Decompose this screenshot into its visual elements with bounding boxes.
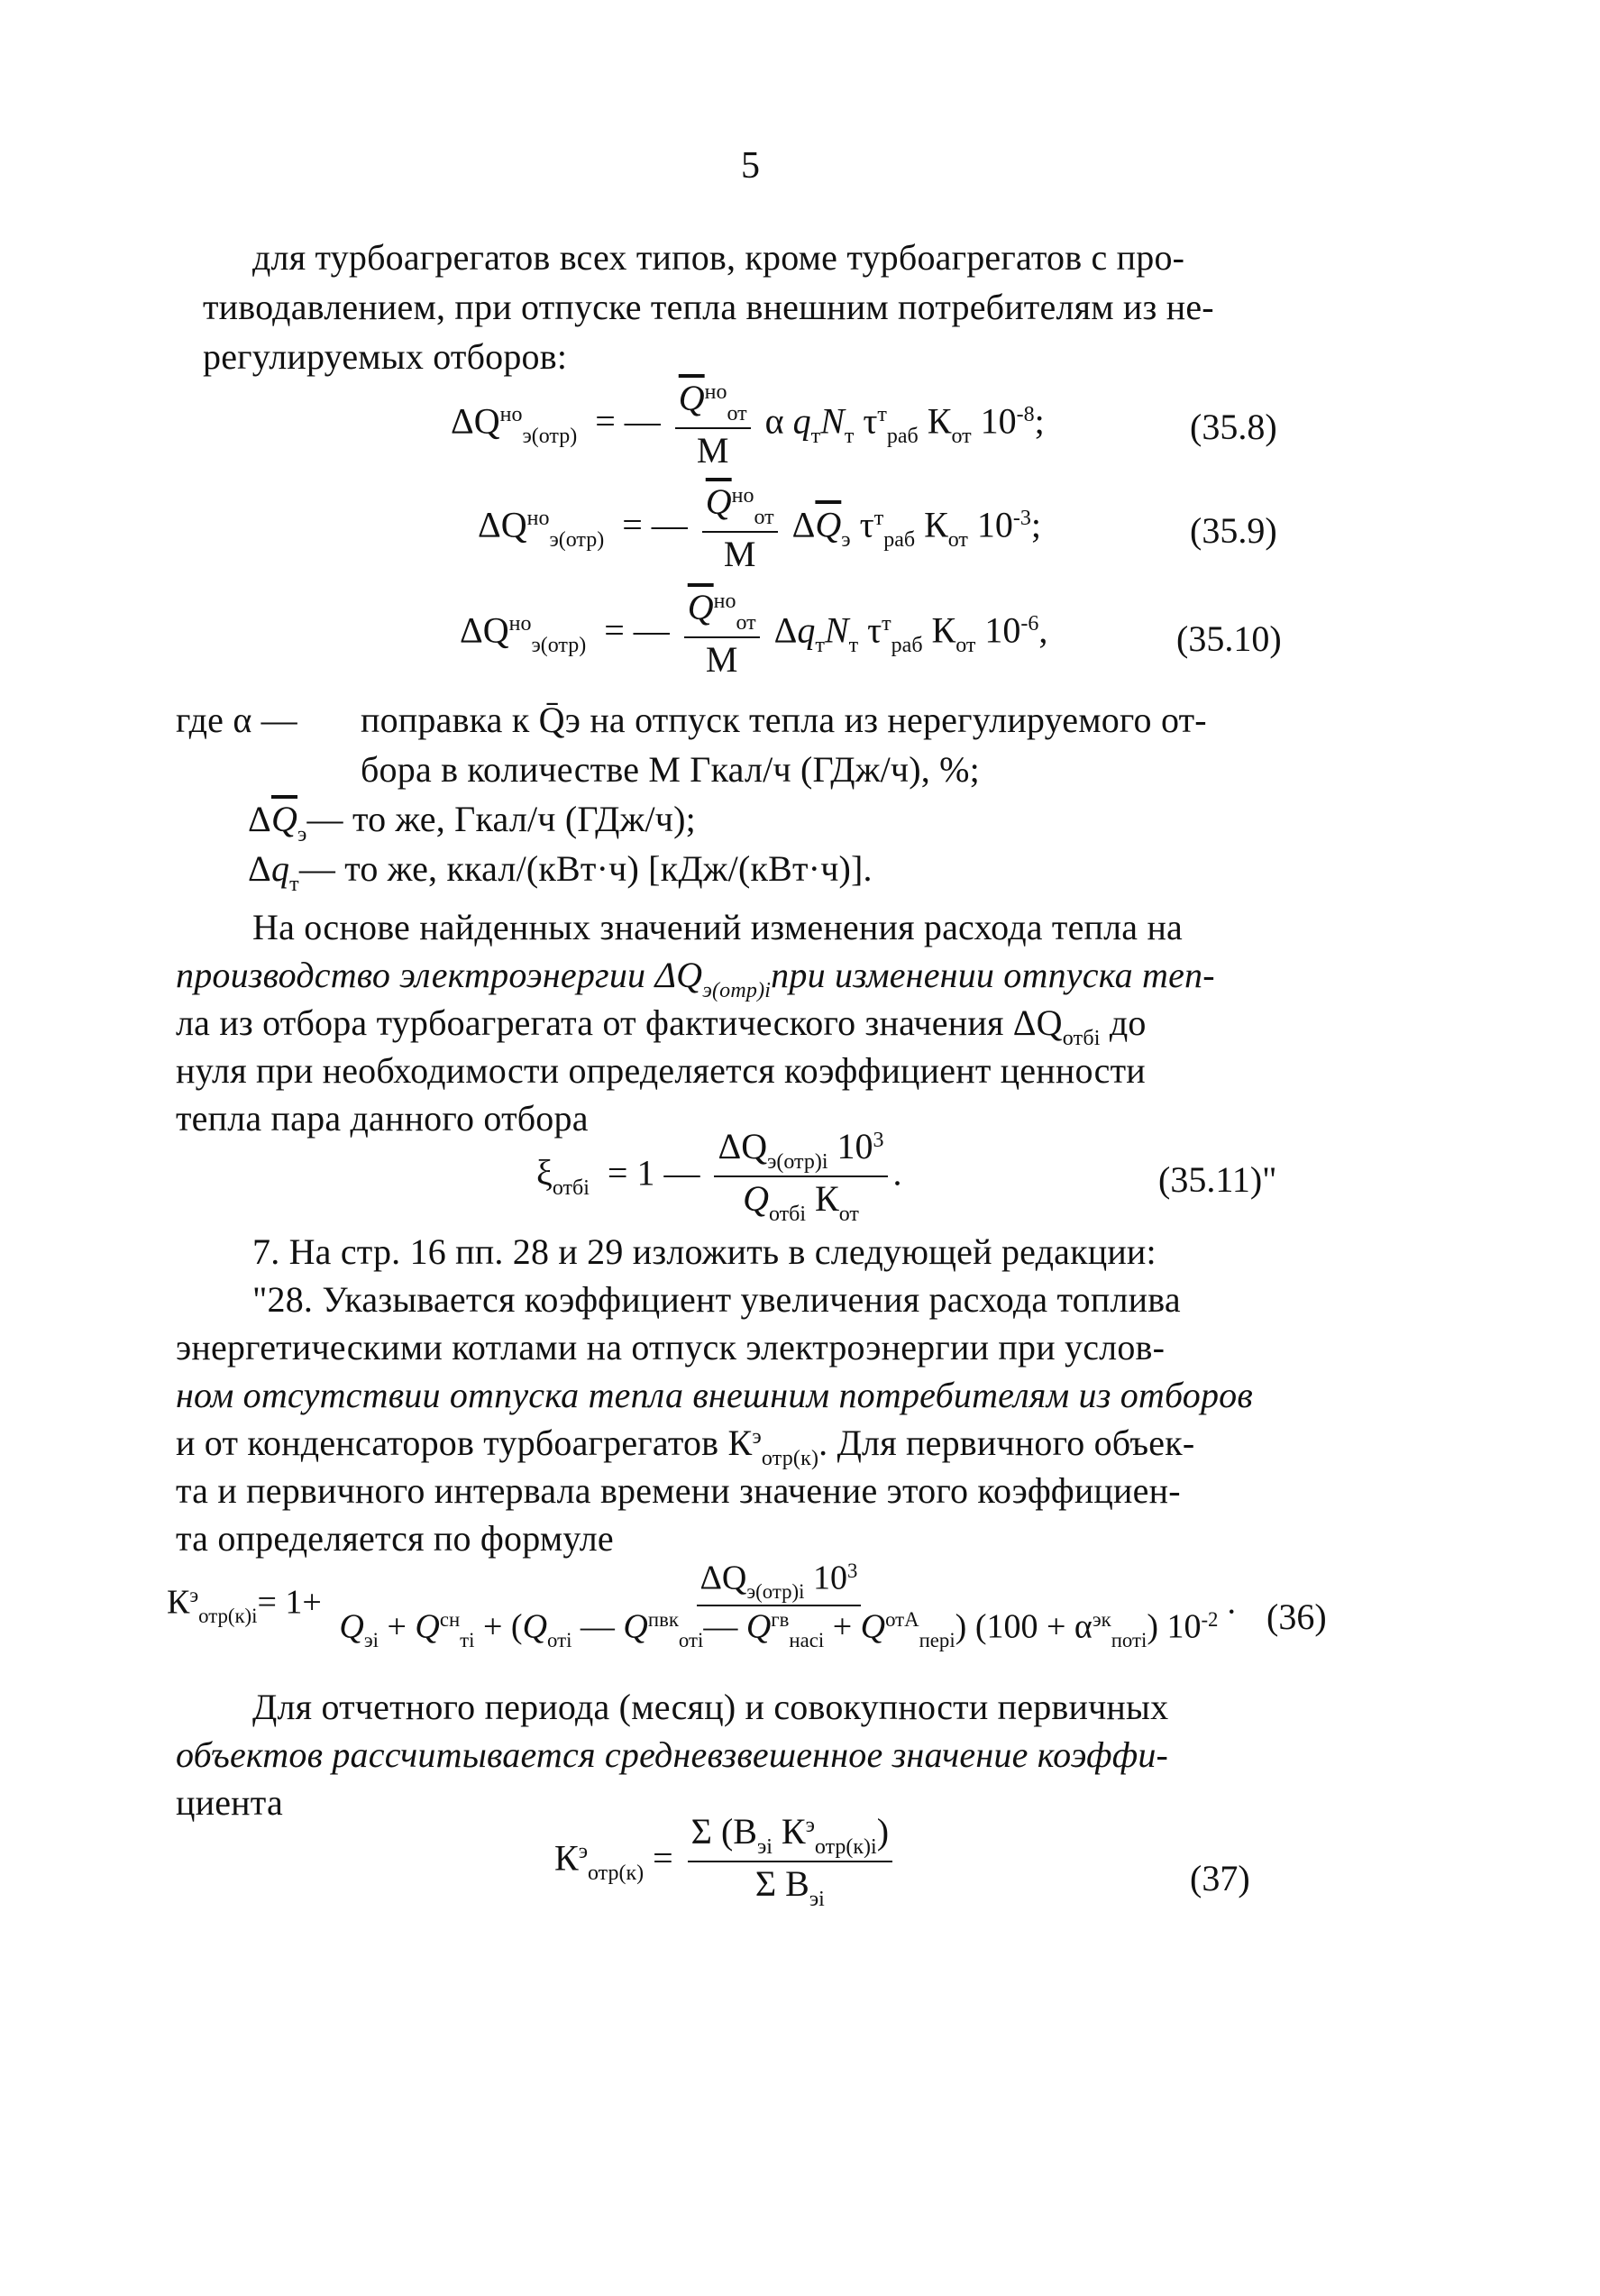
para1-line-2b: при изменении отпуска теп- — [771, 955, 1215, 995]
para1-line-4: нуля при необходимости определяется коэффициент ценности — [176, 1050, 1146, 1091]
where-dqt: $\Delta q_т—$ то же, ккал/(кВт·ч) [кДж/(кВт·ч)]. — [248, 848, 873, 896]
intro-line-2: тиводавлением, при отпуске тепла внешним потребителям из не- — [203, 287, 1214, 327]
para1-line-3: ла из отбора турбоагрегата от фактического значения $\Delta Q_{отбi}$ до — [176, 1002, 1147, 1050]
eq-number-37: (37) — [1190, 1858, 1250, 1898]
item7-line-2: "28. Указывается коэффициент увеличения расхода топлива — [252, 1279, 1181, 1320]
para1-line-1: На основе найденных значений изменения расхода тепла на — [252, 907, 1184, 947]
eq-number-35-9: (35.9) — [1190, 510, 1277, 551]
equation-35-9: $\Delta Q^{но}_{э(отр)}$ = — $\frac{\overline{Q}^{но}_{от}}{М}$ $\Delta\overline{Q}_э$ $\tau^т_{раб}$ $К_{от}$ $10^{-3}$; — [478, 481, 1042, 575]
eq-number-35-11: (35.11)" — [1158, 1159, 1277, 1200]
para1-line-2: производство электроэнергии $\Delta Q_{э(отр)i}при$ изменении отпуска теп- — [176, 955, 1215, 1002]
eq-number-36: (36) — [1266, 1596, 1327, 1637]
where-lead: где α — — [176, 700, 297, 740]
para1-line-2a: производство электроэнергии ΔQ — [176, 955, 703, 995]
eq-number-35-8: (35.8) — [1190, 407, 1277, 447]
item7-line-5b: . Для первичного объек- — [818, 1422, 1195, 1463]
where-alpha-1: поправка к Q̄э на отпуск тепла из нерегулируемого от- — [361, 700, 1207, 740]
para2-line-2: объектов рассчитывается средневзвешенное значение коэффи- — [176, 1734, 1169, 1775]
where-dq: $\Delta\overline{Q}_э—$ то же, Гкал/ч (ГДж/ч); — [248, 799, 696, 846]
equation-35-10: $\Delta Q^{но}_{э(отр)}$ = — $\frac{\overline{Q}^{но}_{от}}{М}$ $\Delta q_тN_т$ $\tau^т_{раб}$ $К_{от}$ $10^{-6}$, — [460, 587, 1048, 681]
item7-line-1: 7. На стр. 16 пп. 28 и 29 изложить в следующей редакции: — [252, 1231, 1157, 1272]
para1-line-3b: до — [1109, 1002, 1147, 1043]
item7-line-7: та определяется по формуле — [176, 1518, 614, 1559]
item7-line-3: энергетическими котлами на отпуск электроэнергии при услов- — [176, 1327, 1166, 1368]
item7-line-4: ном отсутствии отпуска тепла внешним потребителям из отборов — [176, 1375, 1253, 1415]
equation-35-11: $\xi_{отбi} = 1$ — $\frac{\Delta Q_{э(отр)i} 10^3}{Q_{отбi} К_{от}}$ . — [536, 1126, 902, 1226]
item7-line-5a: и от конденсаторов турбоагрегатов К — [176, 1422, 753, 1463]
item7-line-6: та и первичного интервала времени значение этого коэффициен- — [176, 1470, 1181, 1511]
para2-line-3: циента — [176, 1782, 283, 1823]
para1-line-5: тепла пара данного отбора — [176, 1098, 589, 1139]
intro-line-1: для турбоагрегатов всех типов, кроме турбоагрегатов с про- — [252, 237, 1185, 278]
where-dqt-text: — то же, ккал/(кВт·ч) [кДж/(кВт·ч)]. — [298, 848, 873, 889]
intro-line-3: регулируемых отборов: — [203, 336, 568, 377]
page-number: 5 — [741, 145, 760, 187]
eq-number-35-10: (35.10) — [1176, 618, 1282, 659]
para2-line-1: Для отчетного периода (месяц) и совокупности первичных — [252, 1687, 1169, 1727]
equation-35-8: $\Delta Q^{но}_{э(отр)}$ = — $\frac{\overline{Q}^{но}_{от}}{М}$ α $q_тN_т$ $\tau^т_{раб}$ $К_{от}$ $10^{-8}$; — [451, 378, 1045, 471]
equation-37: $К^э_{отр(к)}$ = $\frac{\Sigma (В_{эi} К^э_{отр(к)i})}{\Sigma В_{эi}}$ — [554, 1812, 898, 1911]
where-alpha-2: бора в количестве М Гкал/ч (ГДж/ч), %; — [361, 749, 980, 790]
item7-line-5: и от конденсаторов турбоагрегатов $К^э_{отр(к)}$. Для первичного объек- — [176, 1422, 1195, 1470]
equation-36: $К^э_{отр(к)i}= 1+$ $\Delta Q_{э(отр)i}$ $10^3$ $Q_{эi} + Q^{сн}_{тi} + (Q_{отi}$ — $Q^{пвк}_{отi}—$ $Q^{гв}_{насi} + Q^{отА}_{перi}$) $(100 + \alpha^{эк}_{потi})$ $10^{-2}$ . — [167, 1559, 1236, 1651]
para1-line-3a: ла из отбора турбоагрегата от фактического значения ΔQ — [176, 1002, 1063, 1043]
where-dq-text: — то же, Гкал/ч (ГДж/ч); — [306, 799, 696, 839]
